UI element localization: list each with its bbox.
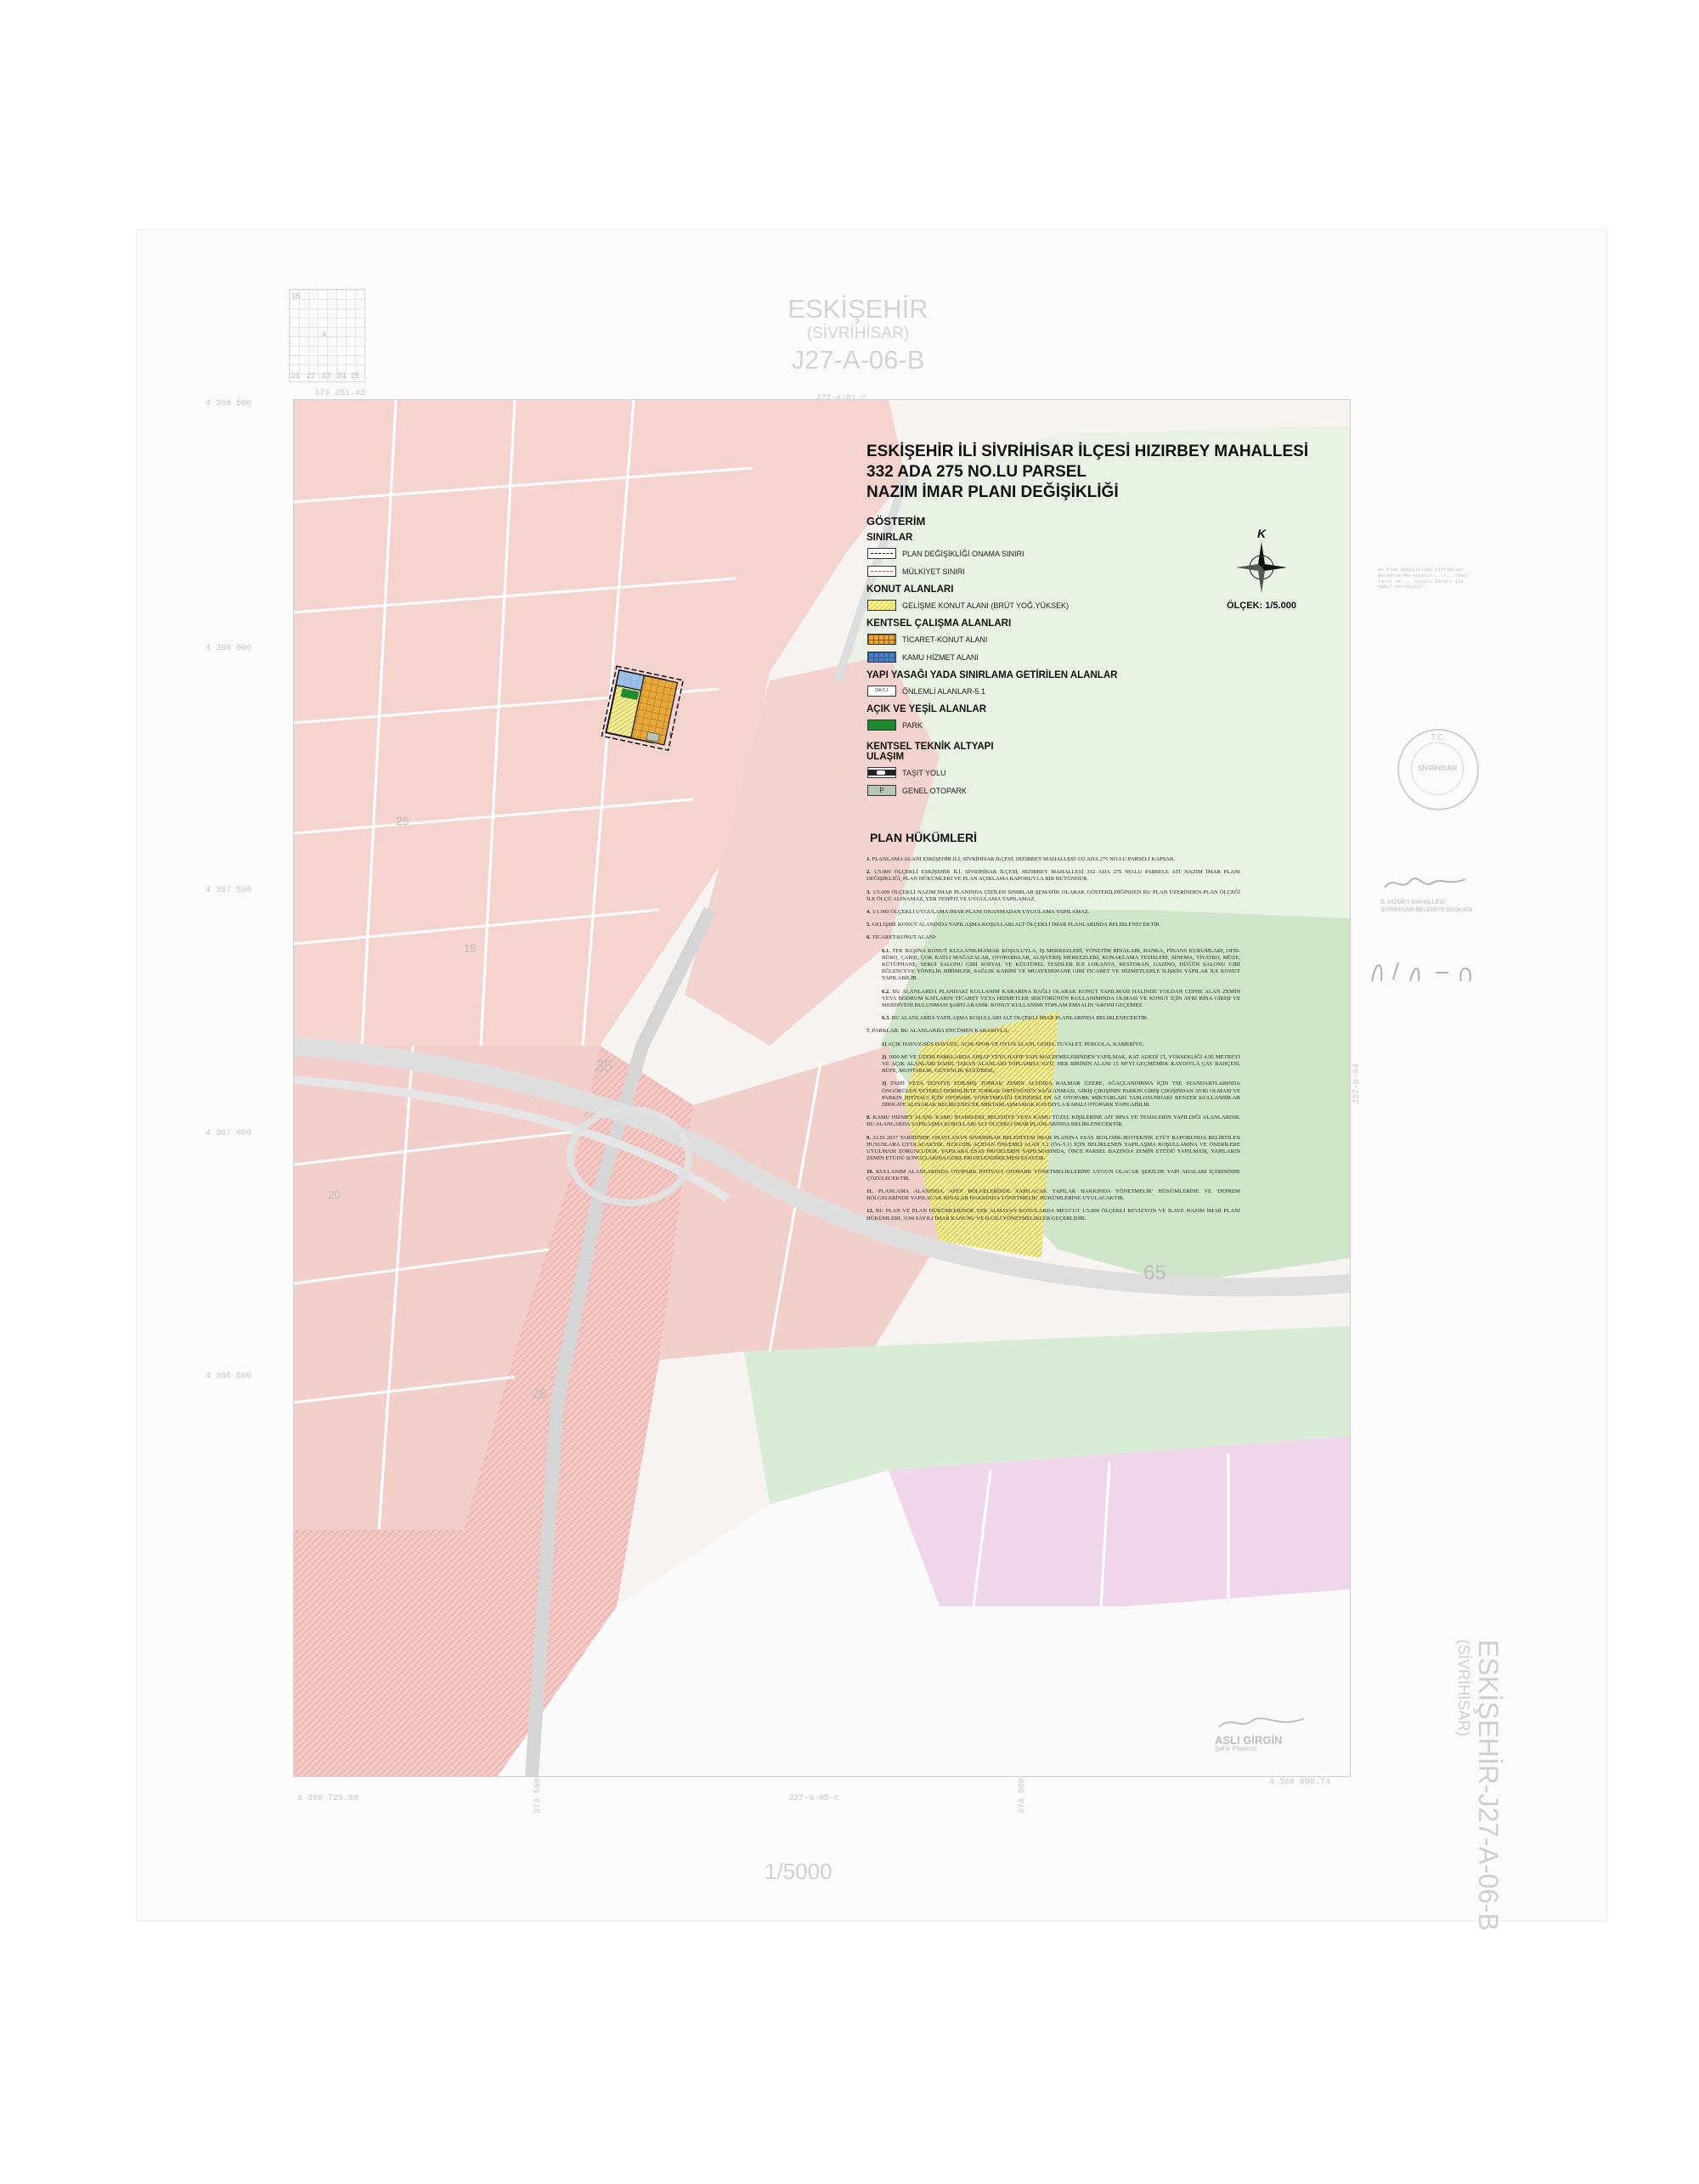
index-label: 25 [351,371,360,380]
provision-item [866,856,1240,863]
provision-item [882,1081,1240,1109]
provision-number: 6. [866,934,871,941]
provision-number: 5. [866,922,871,928]
provision-number: 6.1. [882,947,890,954]
provision-item [866,869,1240,883]
provision-number: 3. [866,889,871,895]
road-label-35: 35 [595,1058,613,1075]
coord-top-left: 4 368 500 [206,399,252,409]
provision-item [866,1169,1240,1182]
road-label-65: 65 [1143,1261,1166,1284]
legend-title: GÖSTERİM [866,515,926,528]
coord-bottom-x1: 373 500 [533,1777,543,1814]
provision-number: 7. [866,1028,871,1035]
legend-row [867,683,1376,699]
index-label: 21 [291,371,301,380]
approval-note-line: tarih ve ... sayılı kararı ile [1378,578,1464,584]
signature-block [1380,871,1499,914]
coord-right-ref: J27-b-04 [1352,1063,1362,1104]
provision-item [866,1208,1240,1222]
provisions-list [866,856,1240,1222]
legend-row [867,649,1376,665]
provisions-title: PLAN HÜKÜMLERİ [870,831,977,844]
provision-number: 11. [866,1188,873,1194]
provision-item [882,1015,1240,1022]
index-label: 24 [337,371,347,380]
provision-text: 1000 M² VE ÜZERİ PARKLARDA AHŞAP VEYA HAFİF YAPI MALZEMELERİNDEN YAPILMAK, KAT ADEDİ 1'İ, YÜKSEKLİĞİ 4.50 METREYİ VE AÇIK ALANLARI DAHİL TABAN ALANLARI TOPLAMDA %3'Ü, HER BİRİNİN ALANI 15 M²'Yİ GEÇMEMEK KAYDIYLA ÇAY BAHÇESİ, BÜFE, MUHTARLIK, GÜVENLİK KULÜBESİ, [882,1053,1240,1075]
legend-section-heading: KONUT ALANLARI [866,584,954,595]
legend-swatch-road [867,767,896,778]
legend-swatch-property-boundary [867,566,896,577]
provision-text: 1/5.000 ÖLÇEKLİ ESKİŞEHİR İLİ, SİVRİHİSAR İLÇESİ, HIZIRBEY MAHALLESİ 332 ADA 275 NO.LU PARSELE AİT NAZIM İMAR PLANI DEĞİŞİKLİĞİ, PLAN HÜKÜMLERİ VE PLAN AÇIKLAMA RAPORUYLA BİR BÜTÜNDÜR. [866,869,1240,883]
provision-item [866,1135,1240,1163]
coord-left-2: 4 367 500 [206,886,252,895]
legend-section-heading: AÇIK VE YEŞİL ALANLAR [866,704,986,714]
provision-text: BU ALANLARDA YAPILAŞMA KOŞULLARI ALT ÖLÇEKLİ İMAR PLANLARINDA BELİRLENECEKTİR. [891,1015,1149,1022]
plan-title [866,442,1376,503]
legend-label: PARK [902,720,923,730]
provision-item [866,889,1240,903]
handwritten-marks [1368,956,1495,994]
plan-title-line-2: 332 ADA 275 NO.LU PARSEL [866,463,1087,481]
provision-text: 1/1.000 ÖLÇEKLİ UYGULAMA İMAR PLANI ONANMADAN UYGULAMA YAPILAMAZ. [872,909,1090,916]
approval-note-line: Belediye Meclisinin .../.../2017 [1378,572,1470,578]
approval-note [1378,567,1478,590]
provision-number: 1) [882,1041,887,1047]
signature-icon [1380,871,1474,896]
sheet-index-grid [289,289,365,382]
legend-row [867,717,1376,733]
provision-text: 22.01.2017 TARİHİNDE ONAYLANAN SİVRİHİSAR BELEDİYESİ İMAR PLANINA ESAS JEOLOJİK-JEOTEKNİK ETÜT RAPORUNDA BELİRTİLEN HUSUSLARA UYULACAKTIR. JEOLOJİK AÇIDAN ÖNLEMLİ ALAN 5.1 (ÖA-5.1) İÇİN BELİRLENEN YAPILAŞMA KOŞULLARINA VE ÖNERİLERE UYULMASI ZORUNLUDUR. YAPILARA ESAS PROJELERİN YAPILMASINDA, ÖNCE PARSEL BAZINDA ZEMİN ETÜDÜ YAPILMASI, YAPILARIN ZEMİN ETÜDÜ SONUÇLARINA GÖRE PROJELENDİRİLMESİ ESASTIR. [866,1134,1240,1162]
provision-number: 12. [866,1208,874,1215]
provision-text: KULLANIM ALANLARINDA OTOPARK İHTİYACI OTOPARK YÖNETMELİKLERİNE UYGUN OLACAK ŞEKİLDE YAPI ADALARI İÇERİSİNDE ÇÖZÜLECEKTİR. [866,1168,1240,1182]
provision-item [866,934,1240,941]
provision-item [866,1028,1240,1035]
provision-text: TEK BAŞINA KONUT KULLANILMAMAK KOŞULUYLA; İŞ MERKEZLERİ, YÖNETİM BİNALARI, BANKA, FİNANS KURUMLARI, OFİS-BÜRO, ÇARŞI, ÇOK KATLI MAĞAZALAR, OTOPARKLAR, ALIŞVERİŞ MERKEZLERİ, KONAKLAMA TESİSLERİ, SİNEMA, TİYATRO, MÜZE, KÜTÜPHANE, SERGİ SALONU GİBİ SOSYAL VE KÜLTÜREL TESİSLER İLE LOKANTA, RESTORAN, GAZİNO, DÜĞÜN SALONU GİBİ EĞLENCEYE YÖNELİK BİRİMLER, SAĞLIK KABİNİ VE MUAYENEHANE GİBİ TİCARET VE HİZMETLERLE İLİŞKİN YAPILAR İLE KONUT YAPILABİLİR. [882,947,1241,982]
legend-label: GELİŞME KONUT ALANI (BRÜT YOĞ.YÜKSEK) [902,601,1070,610]
index-label: 16 [291,291,301,300]
provision-number: 2. [866,869,871,876]
plan-scale: ÖLÇEK: 1/5.000 [1227,601,1296,611]
provision-item [882,1041,1240,1048]
parcel-parking-label: P [669,732,674,738]
planner-name: ASLI GİRGİN [1215,1734,1283,1747]
vertical-title-code: ESKİŞEHİR-J27-A-06-B [1473,1639,1504,1932]
legend-label: PLAN DEĞİŞİKLİĞİ ONAMA SINIRI [902,549,1024,558]
legend-swatch-plan-boundary [867,548,896,559]
sheet-district: (SİVRİHİSAR) [806,324,910,343]
approval-note-line: kabul edilmiştir. [1378,584,1427,590]
legend-section-heading: KENTSEL TEKNİK ALTYAPI [866,742,994,752]
legend-row [867,765,1376,781]
provision-text: TABİİ VEYA TESVİYE EDİLMİŞ TOPRAK ZEMİN ALTINDA KALMAK ÜZERE, AĞAÇLANDIRMA İÇİN TSE STANDARTLARINDA ÖNGÖRÜLEN YETERLİ DERİNLİKTE TOPRAK ÖRTÜSÜNÜN SAĞLANMASI, GİRİŞ ÇIKIŞININ PARKIN GİRİŞ ÇIKIŞINDAN AYRI OLMASI VE PARKIN İHTİYACI İÇİN OTOPARK YÖNETMELİĞİ EKİNDEKİ EN AZ OTOPARK MİKTARLARI TABLOSUNDAKİ BENZER KULLANIMLAR DİKKATE ALINARAK BELİRLENECEK MİKTARI AŞMAMAK KAYDIYLA KAPALI OTOPARK YAPILABİLİR. [882,1081,1240,1109]
legend-label: KAMU HİZMET ALANI [902,652,979,662]
provision-text: BU ALANLARDA PLANDAKİ KULLANIM KARARINA BAĞLI OLARAK KONUT YAPILMASI HALİNDE YOLDAN CEPHE ALAN ZEMİN VEYA BODRUM KATLARIN TİCARET VEYA HİZMETLER SEKTÖRÜNÜN KULLANIMINDA OLMASI VE KONUT İÇİN AYRI BİNA GİRİŞİ VE MERDİVENİ BULUNMASI ŞARTI ARANIR. KONUT KULLANIMI TOPLAM EMSALİN %40'INI GEÇEMEZ. [882,988,1241,1009]
planner-title: Şehir Plancısı [1215,1745,1257,1752]
approval-note-line: Bu Plan Değişikliği Sivrihisar [1378,567,1464,573]
road-label-25: 25 [396,814,409,827]
legend-section-heading: KENTSEL ÇALIŞMA ALANLARI [866,618,1012,629]
legend-row [867,782,1376,799]
index-label: 22 [307,371,316,380]
legend-swatch-public-service [867,652,896,663]
legend-label: MÜLKİYET SINIRI [902,567,965,576]
plan-provisions [866,831,1240,1228]
coord-bottom-x2: 374 000 [1018,1777,1027,1814]
legend-section-heading: YAPI YASAĞI YADA SINIRLAMA GETİRİLEN ALANLAR [866,670,1118,680]
provision-item [866,1115,1240,1128]
provision-text: PARKLAR: BU ALANLARDA ENCÜMEN KARARIYLA; [872,1028,1009,1035]
provision-number: 8. [866,1115,871,1121]
legend-label: TAŞIT YOLU [902,768,946,777]
coord-bottom-ref: J27-a-05-c [788,1794,840,1803]
road-label-15: 15 [464,942,477,955]
coord-bottom-left: 4 366 725.60 [297,1794,359,1803]
legend-swatch-commercial-housing [867,634,896,645]
vertical-sheet-title [1454,1639,1504,1931]
legend-swatch-housing [867,600,896,611]
handwriting-icon [1368,956,1495,990]
provision-number: 2) [882,1053,887,1060]
provision-item [866,909,1240,916]
legend-panel [866,442,1376,800]
coord-left-4: 4 366 500 [206,1372,252,1381]
provision-number: 6.3. [882,1015,890,1022]
seal-inner-text: SİVRİHİSAR [1411,742,1464,795]
index-label-a: A [322,330,328,339]
provision-number: 10. [866,1168,874,1175]
planner-signature-icon [1215,1712,1308,1734]
sheet-code: J27-A-06-B [791,344,925,375]
legend-swatch-parking: P [867,785,896,796]
north-letter: K [1256,527,1267,540]
signature-line: S. HİZMET MAHALLESİ [1380,900,1445,906]
legend-row [867,631,1376,647]
seal-text: T.C. [1431,733,1446,742]
road-label-20: 20 [328,1188,341,1201]
coord-left-3: 4 367 000 [206,1129,252,1138]
municipality-seal [1397,729,1479,810]
provision-text: GELİŞME KONUT ALANINDA YAPILAŞMA KOŞULLARI ALT ÖLÇEKLİ İMAR PLANLARINDA BELİRLENECEKTİR. [872,922,1161,928]
plan-title-line-3: NAZIM İMAR PLANI DEĞİŞİKLİĞİ [866,483,1119,501]
provision-item [866,922,1240,928]
provision-text: KAMU HİZMET ALANI: KAMU İDARELERİ, BELEDİYE VEYA KAMU TÜZEL KİŞİLERİNE AİT BİNA VE TESİSLERİN YAPILDIĞI ALANLARDIR. BU ALANLARDA YAPILAŞMA KOŞULLARI ALT ÖLÇEKLİ İMAR PLANLARINDA BELİRLENECEKTİR. [866,1115,1240,1128]
sheet-province: ESKİŞEHİR [787,294,929,324]
provision-number: 4. [866,909,871,916]
sheet-scale: 1/5000 [765,1859,833,1884]
planner-signature [1215,1712,1308,1753]
legend-section-subheading: ULAŞIM [866,752,905,762]
provision-text: 1/5.000 ÖLÇEKLİ NAZIM İMAR PLANINDA ÇİZİLEN SINIRLAR ŞEMATİK OLARAK GÖSTERİLDİĞİNDEN BU PLAN ÜZERİNDEN PLAN ÖLÇEĞİ İLE ÖLÇÜ ALINAMAZ, YER TESPİTİ VE UYGULAMA YAPILAMAZ. [866,889,1240,902]
provision-item [882,989,1240,1010]
legend-swatch-precaution: ÖA-5.1 [867,686,896,697]
legend-label: ÖNLEMLİ ALANLAR-5.1 [902,686,986,696]
provision-text: AÇIK HAVUZ-SÜS HAVUZU, AÇIK SPOR VE OYUN ALANI, GENEL TUVALET, PERGOLA, KAMERİYE, [887,1041,1144,1047]
coord-left-1: 4 368 000 [206,644,252,653]
north-arrow [1215,527,1308,611]
signature-line: SİVRİHİSAR BELEDİYE BAŞKANI [1380,907,1473,913]
provision-number: 6.2. [882,988,890,995]
legend-swatch-park [867,720,896,731]
sheet-title [748,293,968,375]
coord-bottom-right: 4 366 690.74 [1269,1778,1331,1787]
provision-number: 1. [866,856,871,862]
index-label: 23 [322,371,331,380]
coord-top-left-x: 373 251.42 [314,389,366,398]
provision-text: TİCARET-KONUT ALANI: [872,934,937,941]
provision-item [882,948,1240,983]
provision-item [882,1054,1240,1075]
provision-number: 3) [882,1081,887,1087]
provision-item [866,1188,1240,1202]
legend-label: GENEL OTOPARK [902,786,967,795]
road-label-28: 28 [532,1387,547,1402]
provision-text: PLANLAMA ALANINDA 'AFET BÖLGELERİNDE YAPILACAK YAPILAR HAKKINDA YÖNETMELİK' HÜKÜMLERİNE VE 'DEPREM BÖLGELERİNDE YAPILACAK BİNALAR HAKKINDA YÖNETMELİK' HÜKÜMLERİNE UYULACAKTIR. [866,1188,1240,1202]
provision-text: PLANLAMA ALANI ESKİŞEHİR İLİ, SİVRİHİSAR İLÇESİ, HIZIRBEY MAHALLESİ 332 ADA 275 NO.LU PARSELİ KAPSAR. [872,856,1176,862]
compass-rose-icon [1234,540,1289,595]
legend-section-heading: SINIRLAR [866,533,913,543]
provision-text: BU PLAN VE PLAN HÜKÜMLERİNDE YER ALMAYAN KONULARDA MEVCUT 1/5.000 ÖLÇEKLİ REVİZYON VE İLAVE NAZIM İMAR PLANI HÜKÜMLERİ, 3194 SAYILI İMAR KANUNU VE İLGİLİ YÖNETMELİKLER GEÇERLİDİR. [866,1208,1240,1222]
plan-title-line-1: ESKİŞEHİR İLİ SİVRİHİSAR İLÇESİ HIZIRBEY MAHALLESİ [866,443,1309,460]
provision-number: 9. [866,1134,871,1141]
legend-label: TİCARET-KONUT ALANI [902,635,988,644]
vertical-title-district: (SİVRİHİSAR) [1455,1639,1472,1737]
